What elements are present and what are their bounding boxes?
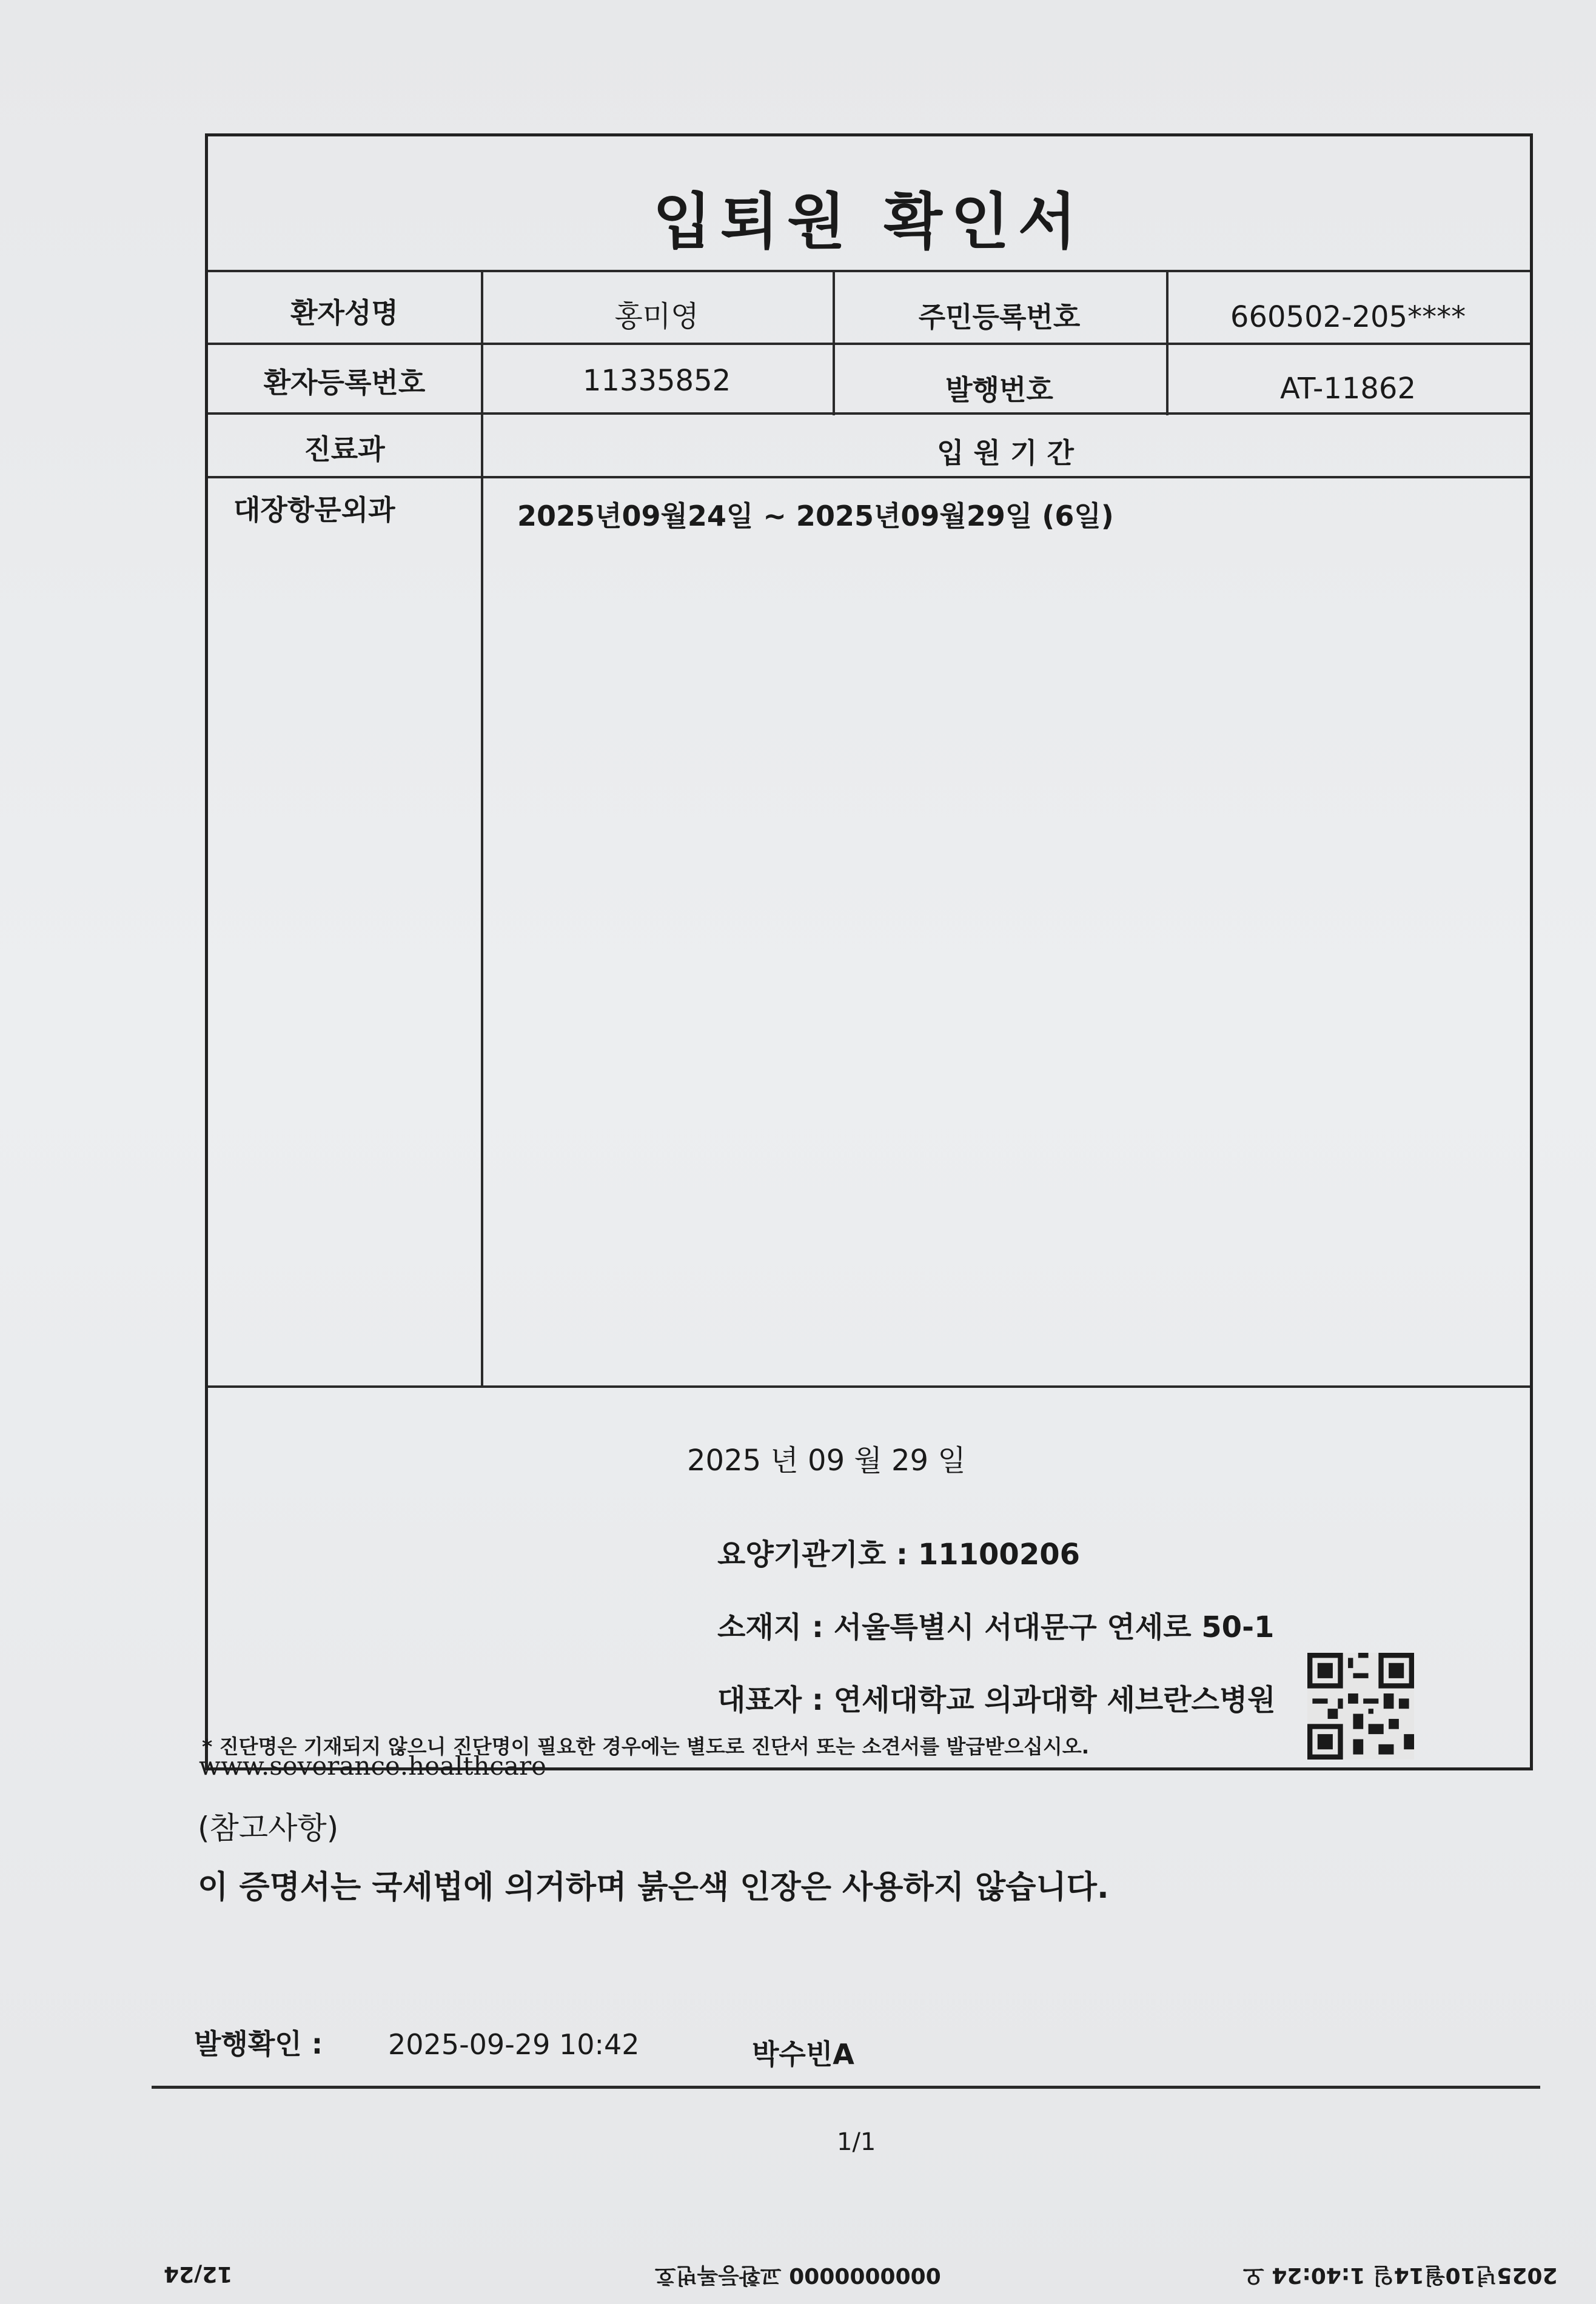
reference-heading: (참고사항) (198, 1810, 339, 1846)
row-rule-2 (208, 412, 1530, 415)
footer-rule (152, 2086, 1540, 2089)
admission-period: 2025년09월24일 ~ 2025년09월29일 (6일) (517, 500, 1114, 532)
admission-period-label: 입 원 기 간 (937, 437, 1074, 469)
row-rule-1 (208, 343, 1530, 345)
issue-clerk: 박수빈A (752, 2038, 854, 2071)
hospital-address: 소재지 : 서울특별시 서대문구 연세로 50-1 (717, 1610, 1275, 1644)
patient-name-label: 환자성명 (290, 296, 398, 329)
row-rule-3 (208, 476, 1530, 478)
department: 대장항문외과 (233, 494, 395, 526)
hospital-representative: 대표자 : 연세대학교 의과대학 세브란스병원 (717, 1683, 1276, 1717)
diagnosis-note: * 진단명은 기재되지 않으니 진단명이 필요한 경우에는 별도로 진단서 또는 소견서를 발급받으십시오. (202, 1735, 1090, 1758)
patient-name: 홍미영 (614, 300, 699, 333)
printout-footer-code: 0000000000 교환등록번호 (655, 2263, 941, 2288)
page-number: 1/1 (837, 2128, 876, 2156)
resident-id: 660502-205**** (1230, 300, 1466, 334)
issue-confirm-label: 발행확인 : (194, 2028, 323, 2060)
department-label: 진료과 (304, 433, 385, 466)
issue-number-label: 발행번호 (945, 373, 1053, 406)
table-top-rule (208, 270, 1530, 272)
hospital-website: www.severance.healthcare (199, 1751, 546, 1781)
printout-footer-timestamp: 2025년10월14일 1:40:24 오 (1243, 2263, 1558, 2288)
qr-code-icon (1307, 1653, 1414, 1760)
certificate-form (202, 133, 1533, 1770)
issue-number: AT-11862 (1279, 372, 1417, 406)
issue-confirm-datetime: 2025-09-29 10:42 (388, 2028, 640, 2061)
printout-footer-page: 12/24 (164, 2262, 233, 2286)
table-bottom-rule (208, 1385, 1530, 1388)
document-title: 입퇴원 확인서 (652, 186, 1085, 257)
resident-id-label: 주민등록번호 (918, 301, 1081, 333)
patient-reg-number: 11335852 (582, 364, 731, 398)
reference-text: 이 증명서는 국세법에 의거하며 붉은색 인장은 사용하지 않습니다. (198, 1869, 1109, 1906)
institution-code: 요양기관기호 : 11100206 (717, 1538, 1081, 1572)
patient-reg-label: 환자등록번호 (263, 366, 426, 399)
issue-date: 2025 년 09 월 29 일 (687, 1444, 966, 1478)
